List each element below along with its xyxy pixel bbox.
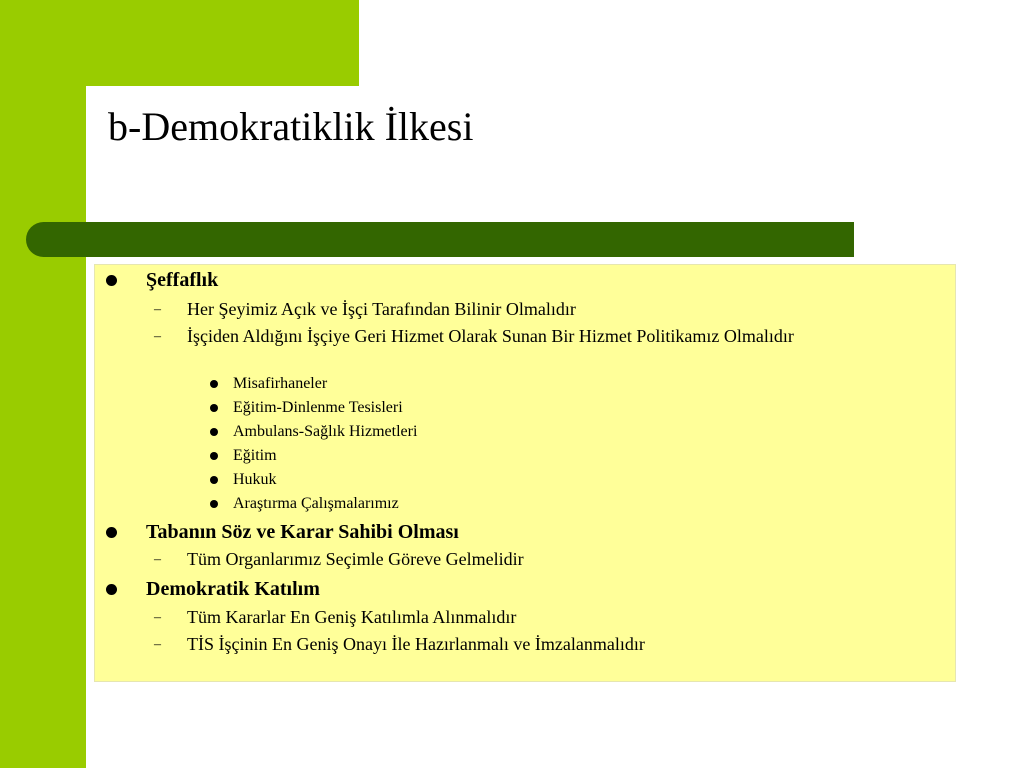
bullet-text: Demokratik Katılım (146, 578, 320, 600)
sub-bullet-text: Tüm Organlarımız Seçimle Göreve Gelmelidir (187, 549, 524, 569)
bullet-text: Tabanın Söz ve Karar Sahibi Olması (146, 521, 459, 543)
sub-bullet (150, 299, 946, 320)
list-item-text: Araştırma Çalışmalarımız (233, 495, 399, 512)
bullet-demokratik-katilim (100, 577, 950, 601)
bullet-dot-icon (206, 470, 233, 489)
list-item-text: Ambulans-Sağlık Hizmetleri (233, 423, 418, 440)
bullet-dot-icon (100, 268, 146, 292)
bullet-seffaflik (100, 268, 950, 292)
bullet-dot-icon (206, 398, 233, 417)
sub-bullet-text: İşçiden Aldığını İşçiye Geri Hizmet Olarak Sunan Bir Hizmet Politikamız Olmalıdır (187, 326, 794, 346)
dash-icon: – (154, 637, 161, 652)
list-item (206, 398, 946, 417)
sub-bullet-text: TİS İşçinin En Geniş Onayı İle Hazırlanmalı ve İmzalanmalıdır (187, 634, 645, 654)
list-item-text: Hukuk (233, 471, 277, 488)
sub-bullet-text: Her Şeyimiz Açık ve İşçi Tarafından Bilinir Olmalıdır (187, 299, 576, 319)
list-item-text: Eğitim (233, 447, 277, 464)
dash-icon: – (154, 329, 161, 344)
bullet-text: Şeffaflık (146, 269, 219, 291)
slide-title: b-Demokratiklik İlkesi (108, 104, 474, 149)
sub-bullet (150, 326, 946, 347)
bullet-taban (100, 520, 950, 544)
top-accent-band (0, 0, 359, 86)
dash-icon: – (154, 302, 161, 317)
dash-icon: – (154, 610, 161, 625)
list-item (206, 446, 946, 465)
list-item (206, 422, 946, 441)
bullet-dot-icon (100, 577, 146, 601)
dash-icon: – (154, 552, 161, 567)
bullet-dot-icon (206, 494, 233, 513)
list-item (206, 494, 946, 513)
list-item (206, 374, 946, 393)
bullet-dot-icon (206, 374, 233, 393)
bullet-dot-icon (100, 520, 146, 544)
list-item-text: Eğitim-Dinlenme Tesisleri (233, 399, 403, 416)
sub-bullet-text: Tüm Kararlar En Geniş Katılımla Alınmalıdır (187, 607, 517, 627)
list-item (206, 470, 946, 489)
title-divider-bar (26, 222, 854, 257)
left-accent-band (0, 0, 86, 768)
bullet-dot-icon (206, 446, 233, 465)
list-item-text: Misafirhaneler (233, 375, 328, 392)
sub-bullet (150, 549, 946, 570)
bullet-dot-icon (206, 422, 233, 441)
sub-bullet (150, 634, 946, 655)
sub-bullet (150, 607, 946, 628)
